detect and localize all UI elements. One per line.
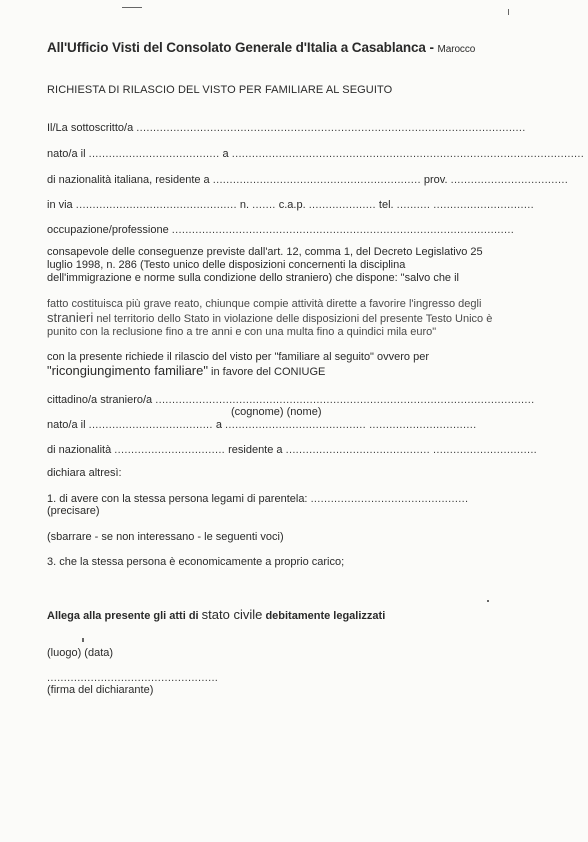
legal-declaration-cont: fatto costituisca più grave reato, chiunque compie attività dirette a favorire l'ingresso degli stranieri nel territorio dello Stato in violazione delle disposizioni del presente Testo Unico è punito con la reclusione fino a tre anni e con una multa fino a quindici mila euro": [47, 298, 493, 338]
declares-item-1-note: (precisare): [47, 505, 100, 517]
spouse-name-field: cittadino/a straniero/a .................................................................................................................: [47, 394, 535, 406]
attachment-statement: Allega alla presente gli atti di stato civile debitamente legalizzati: [47, 607, 386, 622]
signature-line: ...................................................: [47, 672, 219, 684]
scan-mark: [487, 600, 489, 602]
scan-mark: [508, 9, 509, 15]
declares-item-3: 3. che la stessa persona è economicamente a proprio carico;: [47, 556, 345, 568]
spouse-birth-field: nato/a il ..................................... a .......................................... ................................: [47, 419, 477, 431]
document-title: All'Ufficio Visti del Consolato Generale d'Italia a Casablanca - Marocco: [47, 40, 476, 55]
applicant-name-field: Il/La sottoscritto/a ....................................................................................................................: [47, 122, 526, 134]
scan-mark: [82, 638, 84, 642]
declares-heading: dichiara altresì:: [47, 467, 122, 479]
visa-request: con la presente richiede il rilascio del visto per "familiare al seguito" ovvero per "ricongiungimento familiare" in favore del CONIUGE: [47, 351, 429, 378]
applicant-birth-field: nato/a il ....................................... a .........................................................................................................: [47, 148, 585, 160]
document-subtitle: RICHIESTA DI RILASCIO DEL VISTO PER FAMILIARE AL SEGUITO: [47, 84, 393, 96]
scan-mark: [122, 7, 142, 8]
spouse-nationality-field: di nazionalità ................................. residente a ........................................... ...............................: [47, 444, 538, 456]
declares-item-1: 1. di avere con la stessa persona legami di parentela: ...............................................: [47, 493, 469, 505]
signature-label: (firma del dichiarante): [47, 684, 154, 696]
spouse-name-caption: (cognome) (nome): [231, 406, 322, 418]
applicant-address-field: in via ................................................ n. ....... c.a.p. .................... tel. .......... ..............................: [47, 199, 534, 211]
applicant-residence-field: di nazionalità italiana, residente a .............................................................. prov. ...................................: [47, 174, 569, 186]
applicant-occupation-field: occupazione/professione ......................................................................................................: [47, 224, 515, 236]
place-date-label: (luogo) (data): [47, 647, 114, 659]
legal-declaration: consapevole delle conseguenze previste dall'art. 12, comma 1, del Decreto Legislativo 25 luglio 1998, n. 286 (Testo unico delle disposizioni concernenti la disciplina dell'immigrazione e norme sulla condizione dello straniero) che dispone: "salvo che il: [47, 246, 483, 284]
declares-cross-note: (sbarrare - se non interessano - le seguenti voci): [47, 531, 284, 543]
